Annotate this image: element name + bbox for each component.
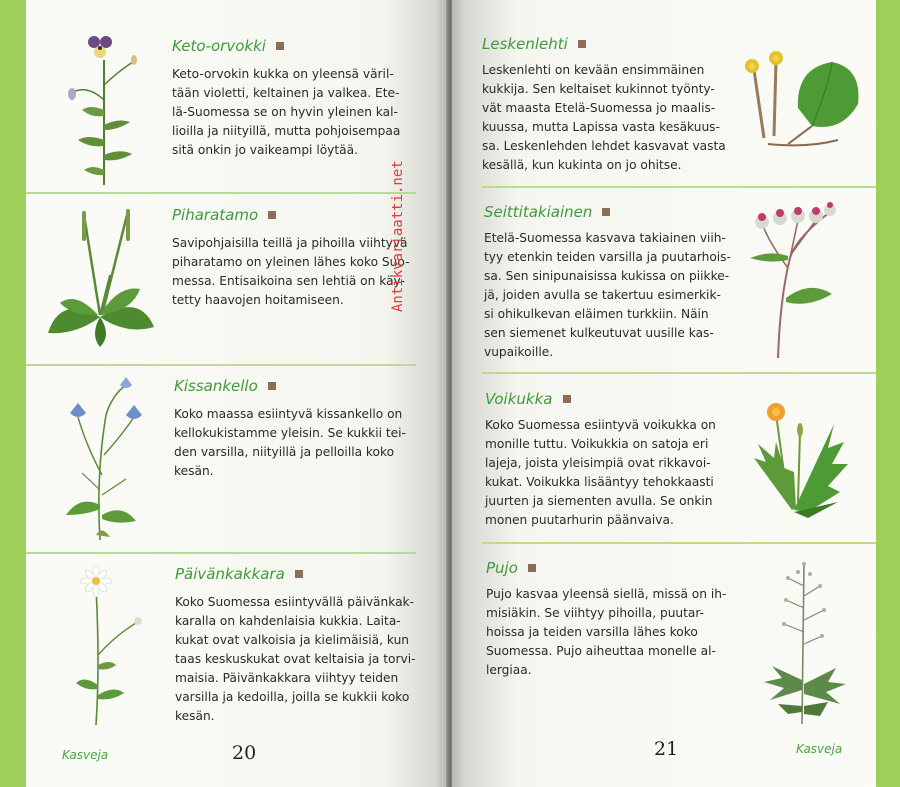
title-marker-square [268, 211, 276, 219]
section-label-right: Kasveja [796, 742, 843, 756]
entry-divider [482, 542, 876, 544]
section-label-left: Kasveja [62, 748, 109, 762]
entry-title-kissankello: Kissankello [174, 377, 276, 395]
title-marker-square [295, 570, 303, 578]
pujo-illustration [758, 556, 848, 726]
piharatamo-illustration [40, 205, 160, 350]
title-marker-square [268, 382, 276, 390]
page-number-left: 20 [232, 742, 257, 764]
right-green-margin [876, 0, 900, 787]
entry-text-leskenlehti: Leskenlehti on kevään ensimmäinen kukkija. Sen keltaiset kukinnot työnty- vät maasta Etelä-Suomessa jo maalis- kuussa, mutta Lapissa vasta kesäkuus- sa. Leskenlehden lehdet kasvavat vasta kesällä, kun kukinta on jo ohitse. [482, 63, 726, 172]
entry-title-pujo: Pujo [486, 559, 536, 577]
kissankello-illustration [56, 375, 146, 545]
title-marker-square [602, 208, 610, 216]
watermark-text: Antikvariaatti.net [390, 160, 406, 312]
entry-divider [482, 372, 876, 374]
entry-divider [482, 186, 876, 188]
entry-divider [26, 552, 416, 554]
entry-text-kissankello: Koko maassa esiintyvä kissankello on kellokukistamme yleisin. Se kukkii tei- den varsilla, niityillä ja pelloilla koko kesän. [174, 407, 406, 478]
entry-divider [26, 192, 416, 194]
entry-text-voikukka: Koko Suomessa esiintyvä voikukka on monille tuttu. Voikukkia on satoja eri lajeja, joista yleisimpiä ovat rikkavoi- kukat. Voikukka lisääntyy tehokkaasti juurten ja siementen avulla. Se onkin monen puutarhurin päänvaiva. [485, 418, 716, 527]
leskenlehti-illustration [738, 48, 868, 158]
entry-text-keto-orvokki: Keto-orvokin kukka on yleensä väril- tään violetti, keltainen ja valkea. Ete- lä-Suomessa se on hyvin yleinen kal- lioilla ja niityillä, mutta pohjoisempaa sitä onkin jo vaikeampi löytää. [172, 67, 401, 157]
voikukka-illustration [748, 402, 858, 522]
left-page [0, 0, 448, 787]
title-marker-square [563, 395, 571, 403]
entry-text-seittitakiainen: Etelä-Suomessa kasvava takiainen viih- tyy etenkin teiden varsilla ja puutarhois- sa. Sen sinipunaisissa kukissa on piikke- jä, joiden avulla se takertuu esimerkik- si ohikulkevan eläimen turkkiin. Näin sen siemenet kulkeutuvat uusille kas- vupaikoille. [484, 231, 731, 359]
right-page [452, 0, 900, 787]
entry-title-keto-orvokki: Keto-orvokki [172, 37, 284, 55]
page-number-right: 21 [654, 738, 679, 760]
entry-text-pujo: Pujo kasvaa yleensä siellä, missä on ih- misiäkin. Se viihtyy pihoilla, puutar- hoissa ja teiden varsilla lähes koko Suomessa. Pujo aiheuttaa monelle al- lergiaa. [486, 587, 727, 677]
entry-title-seittitakiainen: Seittitakiainen [484, 203, 610, 221]
left-green-margin [0, 0, 26, 787]
title-marker-square [276, 42, 284, 50]
entry-text-paivankakkara: Koko Suomessa esiintyvällä päivänkak- karalla on kahdenlaisia kukkia. Laita- kukat ovat valkoisia ja kielimäisiä, kun taas keskuskukat ovat keltaisia ja torvi- maisia. Päivänkakkara viihtyy teiden varsilla ja kedoilla, joilla se kukkii koko kesän. [175, 595, 416, 723]
entry-text-piharatamo: Savipohjaisilla teillä ja pihoilla viihtyvä piharatamo on yleinen lähes koko Suo- messa. Entisaikoina sen lehtiä on käy- tetty haavojen hoitamiseen. [172, 236, 410, 307]
title-marker-square [528, 564, 536, 572]
title-marker-square [578, 40, 586, 48]
entry-title-voikukka: Voikukka [485, 390, 571, 408]
entry-title-piharatamo: Piharatamo [172, 206, 276, 224]
entry-divider [26, 364, 416, 366]
entry-title-leskenlehti: Leskenlehti [482, 35, 586, 53]
paivankakkara-illustration [66, 565, 156, 730]
seittitakiainen-illustration [740, 198, 850, 363]
entry-title-paivankakkara: Päivänkakkara [175, 565, 303, 583]
keto-orvokki-illustration [58, 30, 158, 190]
